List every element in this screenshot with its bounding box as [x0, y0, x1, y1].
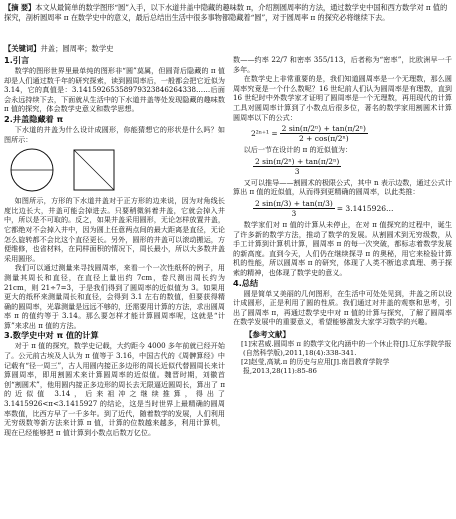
formula-3-tail: = 3.1415926…	[336, 203, 394, 213]
section-1-title: 1.引言	[4, 55, 30, 65]
formula-1-denominator: 2 + cos(π/2ⁿ)	[298, 134, 349, 144]
formula-1-fraction	[280, 124, 368, 143]
section-3-title: 3.数学史中对 π 值的计算	[4, 330, 99, 341]
formula-2-denominator: 3	[294, 166, 300, 176]
abstract-label: 【摘 要】	[4, 3, 36, 12]
right-paragraph-2: 在数学史上非常重要的是，我们知道圆周率是一个无理数，那么圆周率究竟是一个什么数呢？16 世纪前人们认为圆周率是有理数，直到 16 世纪时中外数学家才证明了圆周率是一个无理数，再用现代的计算工具对圆周率计算到了小数点后很多位，著名的数学家用割圆术计算圆周率以下的公式：	[233, 74, 452, 122]
references-title: 【参考文献】	[245, 329, 290, 339]
formula-1	[251, 124, 452, 143]
keywords-text: 井盖；圆周率；数学史	[40, 44, 114, 53]
section-1-paragraph: 数学的图形世界里最单纯的图形非“圆”莫属，但圆背后隐藏的 π 值却是人们通过数千年的研究探索，读到圆周率后，一般都会把它近似为 3.14，它的真值是：3.14159265358979323846264338……后面会永远持续下去，下面就从生活中的下水道井盖等处发现隐藏的趣味数 π 值的探究，体会数学史意义和数学思想。	[4, 66, 225, 114]
formula-3	[251, 199, 452, 218]
section-2-paragraph-2: 如图所示，方形的下水道井盖对于正方形的边来说，因为对角线长度比边长大，井盖可能会掉进去。只要稍微斜着井盖，它就会掉入井中，所以是不可取的。反之，如果井盖采用圆形，无论怎样放置井盖，它都绝对不会掉入井中，因为圆上任意两点间的最大距离是直径，无论怎么旋转都不会比这个直径更长。另外，圆形的井盖可以滚动搬运，方便维修，也省材料，在同样面积的情况下，周长最小，所以大多数井盖采用圆形。	[4, 196, 225, 263]
right-paragraph-5: 数学家们对 π 值的计算从未停止，在对 π 值探究的过程中，诞生了许多新的数学方法，推动了数学的发展。从割圆术到无穷级数，从手工计算到计算机计算，圆周率 π 的每一次突破，都标志着数学发展的新高度。直到今天，人们仍在继续探寻 π 的奥秘，用它来检验计算机的性能，所以圆周率 π 的研究，体现了人类不断追求真理、勇于探索的精神，也体现了数学史的意义。	[233, 219, 452, 277]
formula-3-numerator: 2 sin(π/3) + tan(π/3)	[255, 198, 333, 208]
section-4-title: 4.总结	[233, 277, 259, 288]
formula-2-fraction	[253, 157, 341, 176]
section-2-title: 2.井盖隐藏着 π	[4, 113, 64, 124]
section-2-paragraph-1: 下水道的井盖为什么设计成圆形，你能猜想它的形状是什么吗？如图所示：	[4, 124, 225, 144]
section-3-paragraph: 对于 π 值的探究，数学史记载，大约距今 4000 多年前就已经开始了。公元前古埃及人认为 π 值等于 3.16，中国古代的《周髀算经》中记载有“径一周三”，古人用圆内接正多边形的周长近似代替圆周长来计算圆周率，即用割圆术来计算圆周率的近似值。魏晋时期，刘徽首创“割圆术”，他用圆内接正多边形的周长去无限逼近圆周长，算出了 π 的近似值 3.14，后来祖冲之继续推算，得出了 3.1415926<π<3.1415927 的结论，这是当时世界上最精确的圆周率数值，比西方早了一千多年。到了近代，随着数学的发展，人们利用无穷级数等新方法来计算 π 值，计算的位数越来越多，利用计算机，现在已经能够把 π 值计算到小数点后数万亿位。	[4, 341, 225, 437]
manhole-figure	[6, 146, 225, 194]
right-column	[233, 55, 452, 517]
formula-2	[251, 157, 452, 176]
section-4-paragraph: 圆是简单又美丽的几何图形，在生活中可处处见到，井盖之所以设计成圆形，正是利用了圆的性质。我们通过对井盖的观察和思考，引出了圆周率 π，再通过数学史中对 π 值的计算与探究，了解了圆周率在数学发展中的重要意义，希望能够激发大家学习数学的兴趣。	[233, 288, 452, 327]
keywords-label: 【关键词】	[4, 44, 41, 53]
abstract-text: 本文从最简单的数学图形“圆”入手，以下水道井盖中隐藏的趣味数 π，介绍割圆周率的方法，通过数学史中国和西方数学对 π 值的探究，剖析圆周率 π 在数学史中的意义，最后总结出生活中很多事物都隐藏着“圆”，对于圆周率 π 的探究必将继续下去。	[4, 3, 448, 23]
right-paragraph-4: 又可以推导——割圆术的极限公式，其中 n 表示边数，通过公式计算出 π 值的近似值，从而得到更精确的圆周率，以此类推：	[233, 177, 452, 197]
formula-1-numerator: 2 sin(π/2ⁿ) + tan(π/2ⁿ)	[281, 124, 366, 134]
reference-1: [1]宋君威.圆周率 π 的数学文化内涵中的一个休止符[J].辽东学院学报(自然科学版),2011,18(4):338-341.	[241, 340, 452, 358]
keywords-block	[4, 44, 452, 54]
left-column	[4, 55, 225, 517]
abstract-block	[4, 3, 452, 23]
reference-2: [2]赵莹,高斌.π 的历史与应用[J].南昌教育学院学报,2013,28(11):85-86	[241, 358, 390, 376]
right-paragraph-1: 数——约率 22/7 和密率 355/113，后者称为“密率”，比欧洲早一千多年。	[233, 55, 452, 74]
section-2-paragraph-3: 我们可以通过测量来寻找圆周率，来看一个一次性纸杯的例子，用测量其周长和直径，在直径上量出约 7cm，卷尺测出周长约为 21cm，则 21÷7=3，于是我们得到了圆周率的近似值为 3。如果用更大的纸杯来测量周长和直径，会得到 3.1 左右的数值，但要获得精确的圆周率，光靠测量是远远不够的，还需要用计算的方法，求出圆周率 π 的值约等于 3.14。那么要怎样才能计算圆周率呢，这就是“计算”来求出 π 值的方法。	[4, 263, 225, 330]
formula-2-numerator: 2 sin(π/2ⁿ) + tan(π/2ⁿ)	[255, 156, 340, 166]
formula-3-fraction	[253, 199, 335, 218]
square-shape	[68, 146, 120, 194]
formula-3-denominator: 3	[291, 208, 297, 218]
circle-shape	[6, 146, 58, 194]
formula-1-lhs: 2²ⁿ⁺¹ =	[251, 128, 278, 138]
right-paragraph-3: 以后一节在设计的 π 的近似值为：	[243, 145, 353, 155]
